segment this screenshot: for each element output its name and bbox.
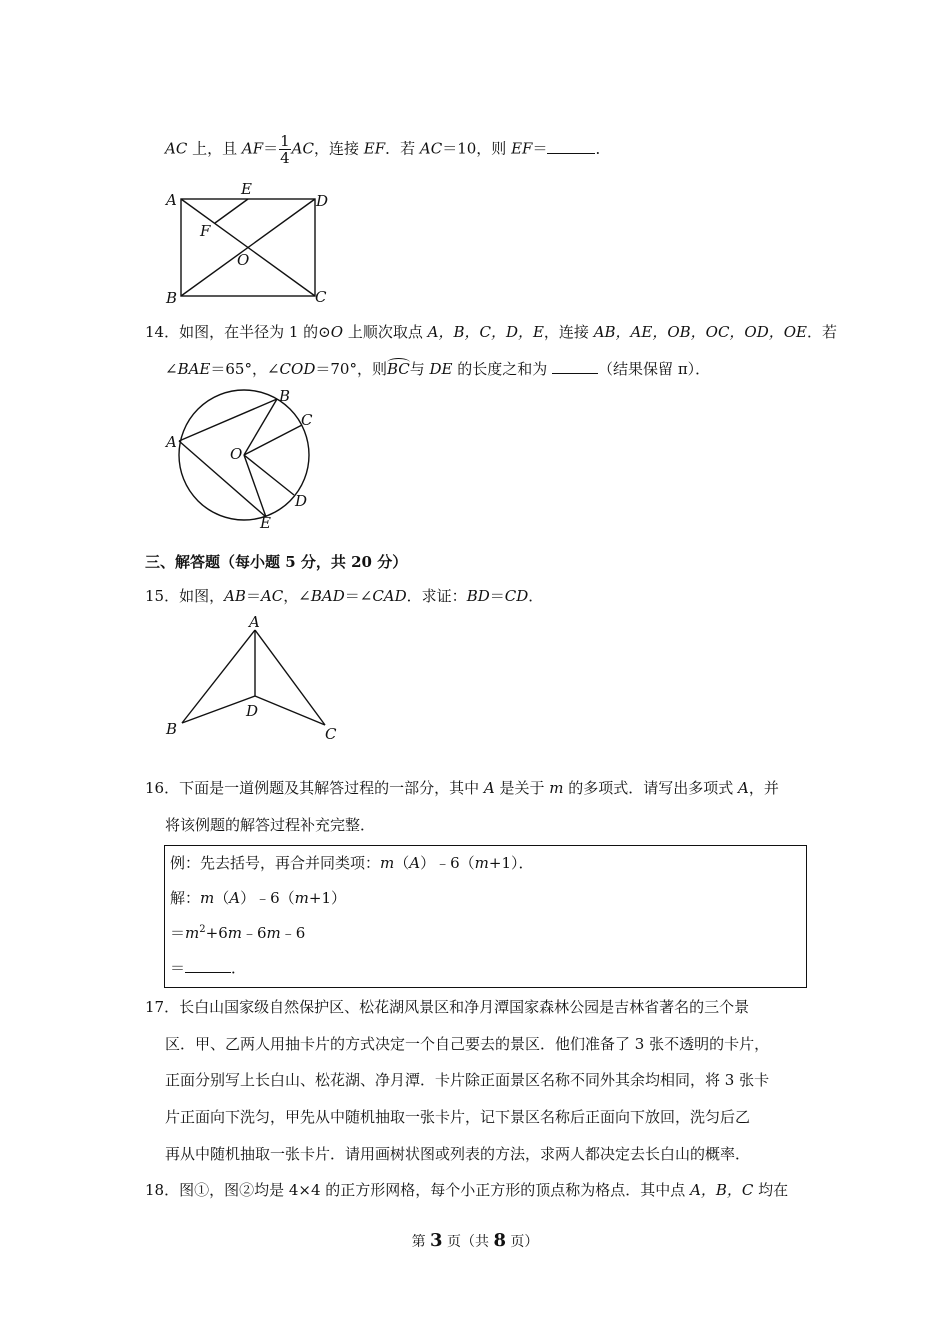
q16-r3a: ＝ xyxy=(170,924,186,942)
q16-box-row2 xyxy=(170,887,346,908)
q13-text2: ，连接 xyxy=(313,139,364,158)
q15-num: 15．如图， xyxy=(145,587,225,605)
q15-label-b: B xyxy=(166,720,178,738)
footer-c: 页） xyxy=(505,1234,539,1250)
q13-label-c: C xyxy=(315,288,327,306)
q16-r3m3: m xyxy=(266,924,281,942)
q16-r2d: +1） xyxy=(308,889,347,907)
q13-eq2: ＝ xyxy=(532,139,548,158)
q14-segs: AB，AE，OB，OC，OD，OE xyxy=(593,323,808,341)
q16-r3d: ﹣6 xyxy=(280,924,306,942)
q14-t1: 上顺次取点 xyxy=(343,323,428,341)
q13-label-b: B xyxy=(166,289,178,307)
q16-r1m: m xyxy=(380,854,395,872)
q13-text: 上，且 xyxy=(187,139,242,158)
q15-triangle-figure xyxy=(160,612,350,747)
q15-t1: ，∠ xyxy=(283,587,311,605)
q18-pts: A，B，C xyxy=(690,1181,754,1199)
footer-page-number: 3 xyxy=(430,1230,443,1251)
q14-l2t3: 与 xyxy=(409,360,430,378)
q16-t1: 16．下面是一道例题及其解答过程的一部分，其中 xyxy=(145,779,484,797)
q15-t3: ．求证： xyxy=(406,587,467,605)
q14-circle-o: O xyxy=(330,323,344,341)
q13-frac-den: 4 xyxy=(280,149,290,167)
q18-t2: 均在 xyxy=(753,1181,789,1199)
q17-line3: 正面分别写上长白山、松花湖、净月潭．卡片除正面景区名称不同外其余均相同，将 3 张卡 xyxy=(165,1071,770,1089)
q13-ac3: AC xyxy=(419,139,443,158)
q13-fraction xyxy=(279,133,291,166)
q14-seg-ab xyxy=(179,399,277,441)
q13-ac2: AC xyxy=(291,139,314,158)
q15-cd: CD xyxy=(504,587,529,605)
q16-example-box xyxy=(164,845,807,988)
q15-text-line xyxy=(145,585,543,606)
q16-r3c: ﹣6 xyxy=(241,924,267,942)
q17-line1: 17．长白山国家级自然保护区、松花湖风景区和净月潭国家森林公园是吉林省著名的三个景 xyxy=(145,998,750,1016)
q16-t4: ，并 xyxy=(748,779,779,797)
q14-label-c: C xyxy=(301,411,313,429)
q16-m: m xyxy=(549,779,564,797)
q13-ef2: EF xyxy=(511,139,533,158)
q14-circle-figure xyxy=(160,385,330,535)
q15-eq1: ＝ xyxy=(245,587,261,605)
q15-ab: AB xyxy=(224,587,246,605)
q16-r3m2: m xyxy=(227,924,242,942)
q16-r1a: 例：先去括号，再合并同类项： xyxy=(170,854,381,872)
q16-r2A: A xyxy=(229,889,241,907)
q13-text3: ．若 xyxy=(385,139,420,158)
q17-line5: 再从中随机抽取一张卡片．请用画树状图或列表的方法，求两人都决定去长白山的概率． xyxy=(165,1145,751,1163)
q13-label-a: A xyxy=(166,191,177,209)
section-3-heading: 三、解答题（每小题 5 分，共 20 分） xyxy=(145,553,408,571)
q15-bd: BD xyxy=(466,587,490,605)
q16-r2a: 解： xyxy=(170,889,201,907)
q14-cod: COD xyxy=(279,360,316,378)
q16-r2m: m xyxy=(200,889,215,907)
q15-cad: CAD xyxy=(372,587,407,605)
q16-line1 xyxy=(145,777,779,798)
q18-t1: 18．图①，图②均是 4×4 的正方形网格，每个小正方形的顶点称为格点．其中点 xyxy=(145,1181,691,1199)
q16-t3: 的多项式．请写出多项式 xyxy=(563,779,739,797)
q14-t2: ，连接 xyxy=(543,323,594,341)
q16-line2: 将该例题的解答过程补充完整． xyxy=(165,816,376,834)
q14-line1 xyxy=(145,321,837,342)
q16-r2c: ）﹣6（ xyxy=(240,889,295,907)
q13-label-o: O xyxy=(237,251,250,269)
q15-bad: BAD xyxy=(310,587,345,605)
q16-r2b: （ xyxy=(214,889,230,907)
q13-label-f: F xyxy=(200,222,211,240)
q13-answer-blank[interactable] xyxy=(547,138,595,154)
q16-box-row4 xyxy=(170,957,246,978)
q13-text4: ＝10，则 xyxy=(442,139,512,158)
q14-label-d: D xyxy=(295,492,308,510)
q16-a2: A xyxy=(738,779,749,797)
q13-ef: EF xyxy=(363,139,386,158)
q16-r4b: ． xyxy=(231,959,247,977)
q15-eq2: ＝ xyxy=(489,587,505,605)
q16-r1d: +1）． xyxy=(488,854,534,872)
q16-box-row3 xyxy=(170,922,305,943)
q14-l2t4: 的长度之和为 xyxy=(452,360,553,378)
q14-pts: A，B，C，D，E xyxy=(427,323,544,341)
q14-label-o: O xyxy=(230,445,243,463)
q14-label-a: A xyxy=(166,433,177,451)
q14-line2 xyxy=(165,358,710,379)
q14-l2t5: （结果保留 π）． xyxy=(598,360,711,378)
q17-line2: 区．甲、乙两人用抽卡片的方式决定一个自己要去的景区．他们准备了 3 张不透明的卡片， xyxy=(165,1035,770,1053)
q13-label-d: D xyxy=(316,192,329,210)
q16-r1c: ）﹣6（ xyxy=(420,854,475,872)
q14-l2t2: ＝70°，则 xyxy=(315,360,387,378)
q18-line1 xyxy=(145,1179,788,1200)
q16-r3m: m xyxy=(185,924,200,942)
q15-t2: ＝∠ xyxy=(344,587,373,605)
q13-text-line xyxy=(165,133,610,166)
q16-r3sup: 2 xyxy=(199,924,206,935)
q13-frac-num: 1 xyxy=(280,132,290,150)
q15-label-d: D xyxy=(246,702,259,720)
q14-de: DE xyxy=(429,360,453,378)
q15-ac: AC xyxy=(260,587,284,605)
q14-angle1: ∠ xyxy=(165,360,178,378)
q15-label-c: C xyxy=(325,725,337,743)
q14-bae: BAE xyxy=(177,360,211,378)
q14-arc-bc: BC xyxy=(386,360,410,378)
q16-a1: A xyxy=(483,779,495,797)
q13-eq: ＝ xyxy=(263,139,279,158)
footer-b: 页（共 xyxy=(442,1234,494,1250)
q16-r4a: ＝ xyxy=(170,959,186,977)
q14-label-b: B xyxy=(279,387,291,405)
q14-t3: ．若 xyxy=(807,323,838,341)
q16-box-row1 xyxy=(170,852,534,873)
q16-r1b: （ xyxy=(394,854,410,872)
q16-t2: 是关于 xyxy=(494,779,550,797)
q13-seg-ef xyxy=(215,199,248,223)
q14-num: 14．如图，在半径为 1 的⊙ xyxy=(145,323,331,341)
q16-r3b: +6 xyxy=(205,924,228,942)
q16-r1m2: m xyxy=(474,854,489,872)
page-footer xyxy=(0,1230,950,1251)
q16-answer-blank[interactable] xyxy=(185,957,231,973)
q16-r1A: A xyxy=(409,854,421,872)
q15-label-a: A xyxy=(249,613,260,631)
q14-l2t1: ＝65°，∠ xyxy=(210,360,280,378)
q13-period: ． xyxy=(595,139,611,158)
q14-answer-blank[interactable] xyxy=(552,358,598,374)
q14-label-e: E xyxy=(260,514,271,532)
footer-total-pages: 8 xyxy=(493,1230,506,1251)
q17-line4: 片正面向下洗匀，甲先从中随机抽取一张卡片，记下景区名称后正面向下放回，洗匀后乙 xyxy=(165,1108,751,1126)
footer-a: 第 xyxy=(411,1234,431,1250)
q16-r2m2: m xyxy=(294,889,309,907)
q13-ac: AC xyxy=(165,139,188,158)
q15-t4: ． xyxy=(528,587,544,605)
q13-label-e: E xyxy=(241,180,252,198)
q13-af: AF xyxy=(241,139,264,158)
q13-rectangle-figure xyxy=(160,178,340,308)
